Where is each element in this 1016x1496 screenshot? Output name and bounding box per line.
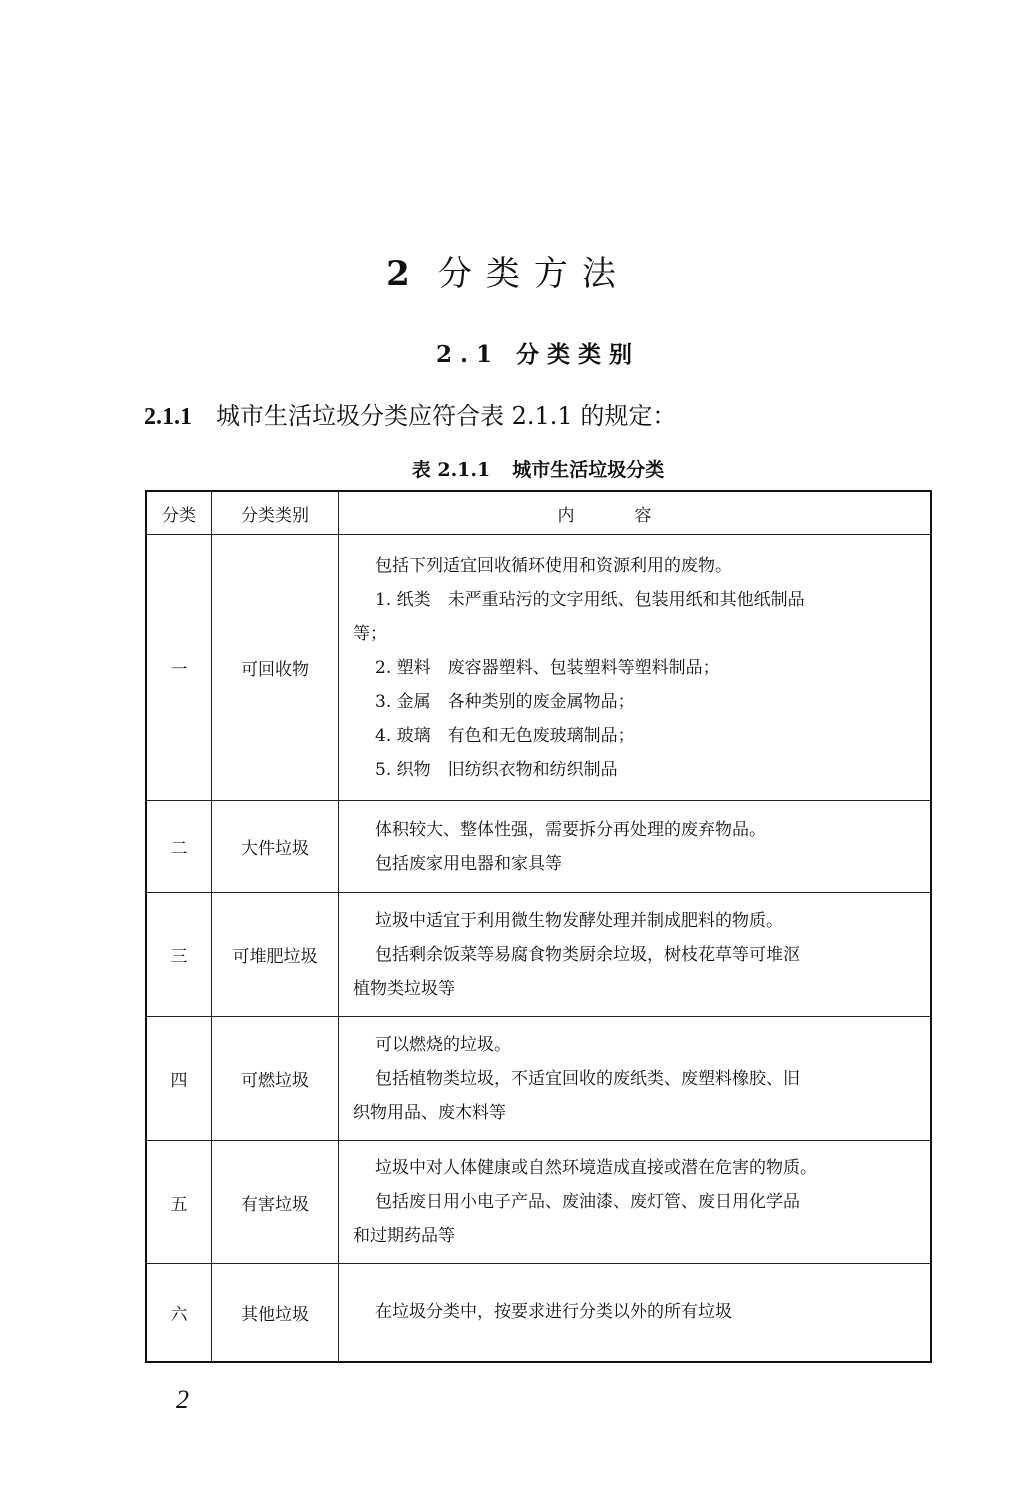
clause-number: 2.1.1 — [144, 404, 192, 430]
table-row — [146, 1264, 931, 1362]
content-line: 可以燃烧的垃圾。 — [375, 1034, 511, 1055]
row-id: 二 — [146, 801, 212, 893]
section-number: 2.1 — [435, 341, 500, 368]
table-row — [146, 1141, 931, 1264]
section-heading — [0, 336, 1016, 369]
content-line: 4. 玻璃 有色和无色废玻璃制品； — [375, 725, 635, 746]
table-row — [146, 801, 931, 893]
content-line: 垃圾中对人体健康或自然环境造成直接或潜在危害的物质。 — [375, 1158, 817, 1178]
content-line: 包括剩余饭菜等易腐食物类厨余垃圾，树枝花草等可堆沤 — [375, 944, 800, 965]
row-content — [339, 801, 932, 893]
row-category: 大件垃圾 — [212, 801, 339, 893]
row-id: 三 — [146, 893, 212, 1017]
header-id: 分类 — [146, 491, 212, 535]
table-row — [146, 535, 931, 801]
content-line: 等； — [353, 623, 387, 644]
table-header-row — [146, 491, 931, 535]
clause-paragraph — [144, 396, 676, 431]
row-category: 其他垃圾 — [212, 1264, 339, 1362]
chapter-heading — [0, 246, 1016, 295]
content-line: 2. 塑料 废容器塑料、包装塑料等塑料制品； — [375, 657, 720, 678]
content-line: 植物类垃圾等 — [353, 978, 455, 999]
chapter-title: 分类方法 — [437, 254, 630, 294]
table-caption-number: 表 2.1.1 — [411, 459, 491, 481]
page-number: 2 — [176, 1385, 189, 1414]
row-content — [339, 1017, 932, 1141]
header-content-label: 内容 — [557, 505, 712, 526]
content-line: 和过期药品等 — [353, 1226, 455, 1246]
table-row — [146, 1017, 931, 1141]
row-id: 一 — [146, 535, 212, 801]
content-line: 3. 金属 各种类别的废金属物品； — [375, 691, 635, 712]
header-category: 分类类别 — [212, 491, 339, 535]
classification-table — [145, 490, 932, 1363]
content-line: 5. 织物 旧纺织衣物和纺织制品 — [375, 759, 618, 780]
row-content — [339, 535, 932, 801]
content-line: 织物用品、废木料等 — [353, 1102, 506, 1123]
content-line: 包括下列适宜回收循环使用和资源利用的废物。 — [375, 555, 732, 576]
row-content — [339, 893, 932, 1017]
row-category: 可回收物 — [212, 535, 339, 801]
row-id: 四 — [146, 1017, 212, 1141]
row-content — [339, 1141, 932, 1264]
content-line: 包括废家用电器和家具等 — [375, 853, 562, 874]
row-content — [339, 1264, 932, 1362]
clause-text: 城市生活垃圾分类应符合表 2.1.1 的规定： — [216, 402, 677, 430]
row-id: 六 — [146, 1264, 212, 1362]
content-line: 体积较大、整体性强，需要拆分再处理的废弃物品。 — [375, 819, 766, 840]
table-caption — [0, 455, 1016, 482]
row-category: 可燃垃圾 — [212, 1017, 339, 1141]
content-line: 包括废日用小电子产品、废油漆、废灯管、废日用化学品 — [375, 1192, 800, 1212]
content-line: 垃圾中适宜于利用微生物发酵处理并制成肥料的物质。 — [375, 910, 783, 931]
row-id: 五 — [146, 1141, 212, 1264]
row-category: 可堆肥垃圾 — [212, 893, 339, 1017]
table-caption-title: 城市生活垃圾分类 — [512, 459, 665, 481]
chapter-number: 2 — [386, 254, 424, 294]
content-line: 1. 纸类 未严重玷污的文字用纸、包装用纸和其他纸制品 — [375, 589, 805, 610]
section-title: 分类类别 — [516, 341, 640, 368]
content-line: 包括植物类垃圾，不适宜回收的废纸类、废塑料橡胶、旧 — [375, 1068, 800, 1089]
content-line: 在垃圾分类中，按要求进行分类以外的所有垃圾 — [375, 1302, 732, 1323]
table-row — [146, 893, 931, 1017]
header-content — [339, 491, 932, 535]
row-category: 有害垃圾 — [212, 1141, 339, 1264]
